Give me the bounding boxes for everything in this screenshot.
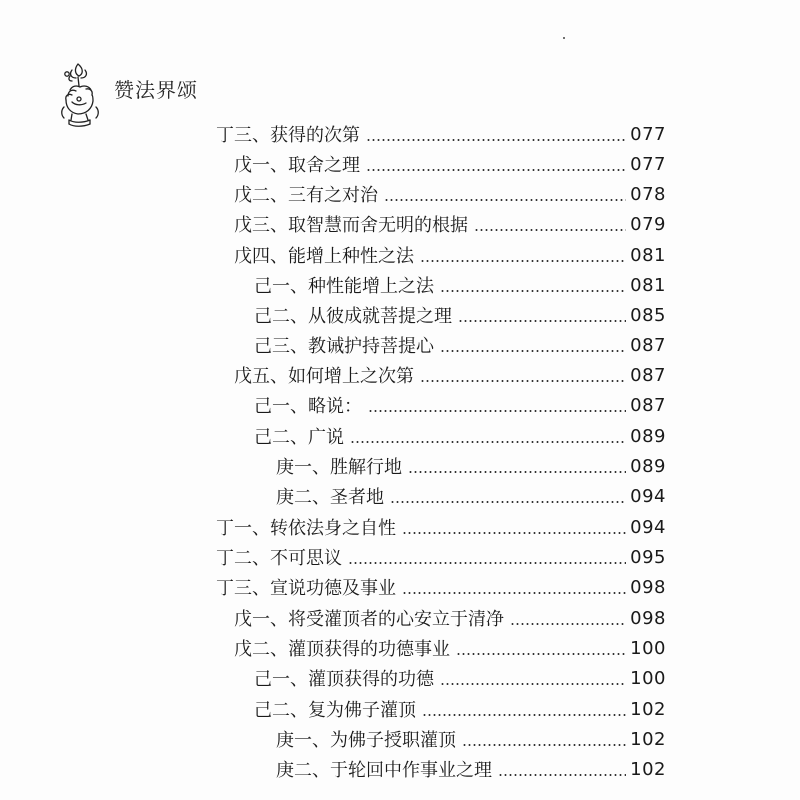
dot-leader xyxy=(440,683,626,685)
toc-entry-page: 089 xyxy=(630,425,666,447)
toc-entry-page: 094 xyxy=(630,485,666,507)
toc-entry-label: 丁一、转依法身之自性 xyxy=(216,518,396,539)
dot-leader xyxy=(390,501,626,503)
toc-entry-label: 丁二、不可思议 xyxy=(216,548,342,569)
toc-entry-label: 戊三、取智慧而舍无明的根据 xyxy=(234,215,468,236)
toc-entry-label: 戊五、如何增上之次第 xyxy=(234,366,414,387)
dot-leader xyxy=(440,290,626,292)
toc-entry-page: 078 xyxy=(630,183,666,205)
toc-entry[interactable] xyxy=(234,149,666,179)
toc-entry[interactable] xyxy=(234,633,666,663)
toc-entry-label: 戊一、将受灌顶者的心安立于清净 xyxy=(234,609,504,630)
toc-entry[interactable] xyxy=(276,724,666,754)
toc-entry-label: 戊四、能增上种性之法 xyxy=(234,246,414,267)
dot-leader xyxy=(420,380,626,382)
toc-entry-label: 丁三、获得的次第 xyxy=(216,125,360,146)
toc-entry[interactable] xyxy=(216,542,666,572)
dot-leader xyxy=(474,229,626,231)
dot-leader xyxy=(368,410,626,412)
toc-entry-page: 079 xyxy=(630,213,666,235)
dot-leader xyxy=(384,199,626,201)
toc-entry-page: 100 xyxy=(630,637,666,659)
toc-entry[interactable] xyxy=(254,694,666,724)
toc-entry[interactable] xyxy=(216,512,666,542)
toc-entry-page: 102 xyxy=(630,758,666,780)
toc-entry-label: 己二、从彼成就菩提之理 xyxy=(254,306,452,327)
dot-leader xyxy=(422,714,626,716)
toc-entry[interactable] xyxy=(254,300,666,330)
toc-entry[interactable] xyxy=(234,360,666,390)
toc-entry-label: 戊二、灌顶获得的功德事业 xyxy=(234,639,450,660)
toc-entry[interactable] xyxy=(276,754,666,784)
toc-entry[interactable] xyxy=(254,421,666,451)
toc-entry-label: 庚一、为佛子授职灌顶 xyxy=(276,730,456,751)
dot-leader xyxy=(462,744,626,746)
dot-leader xyxy=(510,623,626,625)
toc-entry-label: 己一、种性能增上之法 xyxy=(254,276,434,297)
dot-leader xyxy=(408,471,626,473)
toc-entry-page: 098 xyxy=(630,576,666,598)
dot-leader xyxy=(402,532,626,534)
toc-entry-label: 丁三、宣说功德及事业 xyxy=(216,578,396,599)
toc-entry-label: 庚一、胜解行地 xyxy=(276,457,402,478)
toc-entry[interactable] xyxy=(234,240,666,270)
toc-entry-page: 077 xyxy=(630,123,666,145)
toc-entry-page: 081 xyxy=(630,244,666,266)
toc-entry-page: 087 xyxy=(630,364,666,386)
dot-leader xyxy=(402,592,626,594)
dot-leader xyxy=(366,169,626,171)
toc-entry-page: 100 xyxy=(630,667,666,689)
toc-entry-page: 087 xyxy=(630,394,666,416)
toc-entry[interactable] xyxy=(254,663,666,693)
toc-entry[interactable] xyxy=(216,119,666,149)
dot-leader xyxy=(458,320,626,322)
toc-entry-label: 己一、灌顶获得的功德 xyxy=(254,669,434,690)
toc-entry[interactable] xyxy=(254,270,666,300)
toc-entry-page: 102 xyxy=(630,698,666,720)
toc-entry-label: 己二、复为佛子灌顶 xyxy=(254,700,416,721)
toc-entry[interactable] xyxy=(234,603,666,633)
dot-leader xyxy=(498,774,626,776)
toc-entry-page: 098 xyxy=(630,607,666,629)
toc-entry-label: 己二、广说 xyxy=(254,427,344,448)
toc-entry[interactable] xyxy=(254,390,666,420)
toc-entry-page: 077 xyxy=(630,153,666,175)
toc-entry-page: 081 xyxy=(630,274,666,296)
toc-entry-page: 102 xyxy=(630,728,666,750)
toc-entry-label: 庚二、圣者地 xyxy=(276,487,384,508)
dot-leader xyxy=(348,562,626,564)
dot-leader xyxy=(350,441,626,443)
toc-entry-page: 085 xyxy=(630,304,666,326)
toc-entry-label: 己一、略说： xyxy=(254,396,362,417)
toc-entry-label: 庚二、于轮回中作事业之理 xyxy=(276,760,492,781)
book-title: 赞法界颂 xyxy=(114,78,198,102)
toc-entry-label: 己三、教诫护持菩提心 xyxy=(254,336,434,357)
toc-entry[interactable] xyxy=(276,481,666,511)
toc-entry-label: 戊二、三有之对治 xyxy=(234,185,378,206)
toc-entry-page: 089 xyxy=(630,455,666,477)
toc-entry[interactable] xyxy=(254,330,666,360)
dot-leader xyxy=(440,350,626,352)
dot-leader xyxy=(456,653,626,655)
toc-entry-page: 094 xyxy=(630,516,666,538)
toc-entry[interactable] xyxy=(234,209,666,239)
toc-entry[interactable] xyxy=(234,179,666,209)
dot-leader xyxy=(420,260,626,262)
toc-entry[interactable] xyxy=(276,451,666,481)
toc-entry-page: 087 xyxy=(630,334,666,356)
toc-entry-label: 戊一、取舍之理 xyxy=(234,155,360,176)
toc-entry[interactable] xyxy=(216,572,666,602)
toc-entry-page: 095 xyxy=(630,546,666,568)
dot-leader xyxy=(366,139,626,141)
